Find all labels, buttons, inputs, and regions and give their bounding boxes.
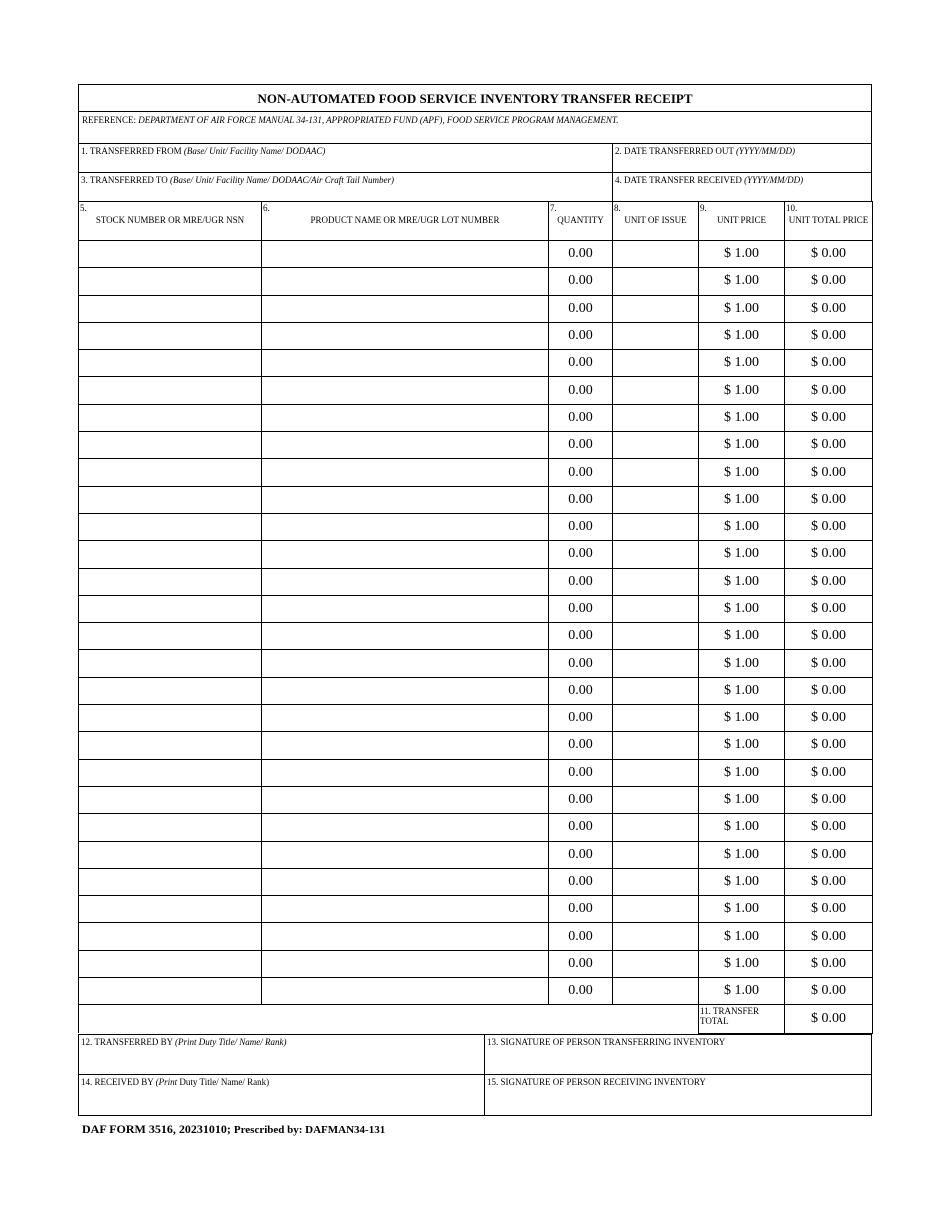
stock-number-cell[interactable] xyxy=(79,404,262,431)
unit-total-cell[interactable]: $ 0.00 xyxy=(785,868,873,895)
unit-of-issue-cell[interactable] xyxy=(613,459,699,486)
stock-number-cell[interactable] xyxy=(79,350,262,377)
table-row xyxy=(79,268,873,295)
unit-price-cell[interactable]: $ 1.00 xyxy=(699,541,785,568)
transferred-from-label: 1. TRANSFERRED FROM xyxy=(81,146,182,156)
unit-total-cell[interactable]: $ 0.00 xyxy=(785,705,873,732)
transfer-total-row xyxy=(79,1005,873,1033)
quantity-cell[interactable]: 0.00 xyxy=(549,677,613,704)
table-row xyxy=(79,841,873,868)
product-name-cell[interactable] xyxy=(262,841,549,868)
unit-price-cell[interactable]: $ 1.00 xyxy=(699,486,785,513)
stock-number-cell[interactable] xyxy=(79,978,262,1005)
table-row xyxy=(79,814,873,841)
table-row xyxy=(79,595,873,622)
product-name-cell[interactable] xyxy=(262,677,549,704)
col-unit-price-header: 9. UNIT PRICE xyxy=(699,202,785,241)
unit-of-issue-cell[interactable] xyxy=(613,268,699,295)
stock-number-cell[interactable] xyxy=(79,541,262,568)
quantity-cell[interactable]: 0.00 xyxy=(549,295,613,322)
form-title: NON-AUTOMATED FOOD SERVICE INVENTORY TRANSFER RECEIPT xyxy=(78,84,872,111)
quantity-cell[interactable]: 0.00 xyxy=(549,623,613,650)
stock-number-cell[interactable] xyxy=(79,705,262,732)
unit-price-cell[interactable]: $ 1.00 xyxy=(699,513,785,540)
unit-total-cell[interactable]: $ 0.00 xyxy=(785,950,873,977)
table-row xyxy=(79,513,873,540)
quantity-cell[interactable]: 0.00 xyxy=(549,568,613,595)
product-name-cell[interactable] xyxy=(262,568,549,595)
unit-price-cell[interactable]: $ 1.00 xyxy=(699,623,785,650)
unit-of-issue-cell[interactable] xyxy=(613,486,699,513)
product-name-cell[interactable] xyxy=(262,513,549,540)
table-row xyxy=(79,459,873,486)
product-name-cell[interactable] xyxy=(262,350,549,377)
table-row xyxy=(79,350,873,377)
table-row xyxy=(79,404,873,431)
date-received-hint: (YYYY/MM/DD) xyxy=(744,175,804,185)
unit-total-cell[interactable]: $ 0.00 xyxy=(785,623,873,650)
unit-price-cell[interactable]: $ 1.00 xyxy=(699,432,785,459)
table-row xyxy=(79,295,873,322)
product-name-cell[interactable] xyxy=(262,950,549,977)
quantity-cell[interactable]: 0.00 xyxy=(549,868,613,895)
transferred-by-label: 12. TRANSFERRED BY xyxy=(81,1036,173,1047)
unit-price-cell[interactable]: $ 1.00 xyxy=(699,568,785,595)
unit-of-issue-cell[interactable] xyxy=(613,677,699,704)
unit-price-cell[interactable]: $ 1.00 xyxy=(699,814,785,841)
quantity-cell[interactable]: 0.00 xyxy=(549,377,613,404)
stock-number-cell[interactable] xyxy=(79,268,262,295)
product-name-cell[interactable] xyxy=(262,786,549,813)
product-name-cell[interactable] xyxy=(262,978,549,1005)
unit-price-cell[interactable]: $ 1.00 xyxy=(699,241,785,268)
unit-total-cell[interactable]: $ 0.00 xyxy=(785,923,873,950)
product-name-cell[interactable] xyxy=(262,650,549,677)
unit-total-cell[interactable]: $ 0.00 xyxy=(785,459,873,486)
received-by-hint-italic: (Print xyxy=(155,1076,178,1087)
product-name-cell[interactable] xyxy=(262,923,549,950)
stock-number-cell[interactable] xyxy=(79,841,262,868)
stock-number-cell[interactable] xyxy=(79,732,262,759)
quantity-cell[interactable]: 0.00 xyxy=(549,322,613,349)
unit-total-cell[interactable]: $ 0.00 xyxy=(785,814,873,841)
product-name-cell[interactable] xyxy=(262,595,549,622)
unit-total-cell[interactable]: $ 0.00 xyxy=(785,541,873,568)
unit-of-issue-cell[interactable] xyxy=(613,513,699,540)
unit-total-cell[interactable]: $ 0.00 xyxy=(785,513,873,540)
quantity-cell[interactable]: 0.00 xyxy=(549,650,613,677)
unit-of-issue-cell[interactable] xyxy=(613,650,699,677)
unit-total-cell[interactable]: $ 0.00 xyxy=(785,732,873,759)
transferred-by-hint: (Print Duty Title/ Name/ Rank) xyxy=(175,1036,287,1047)
table-row xyxy=(79,650,873,677)
table-row xyxy=(79,377,873,404)
unit-price-cell[interactable]: $ 1.00 xyxy=(699,595,785,622)
transferred-from-hint: (Base/ Unit/ Facility Name/ DODAAC) xyxy=(183,146,326,156)
product-name-cell[interactable] xyxy=(262,623,549,650)
quantity-cell[interactable]: 0.00 xyxy=(549,486,613,513)
stock-number-cell[interactable] xyxy=(79,241,262,268)
unit-total-cell[interactable]: $ 0.00 xyxy=(785,978,873,1005)
inventory-table xyxy=(78,201,873,1034)
unit-price-cell[interactable]: $ 1.00 xyxy=(699,786,785,813)
product-name-cell[interactable] xyxy=(262,404,549,431)
stock-number-cell[interactable] xyxy=(79,814,262,841)
product-name-cell[interactable] xyxy=(262,868,549,895)
table-header-row xyxy=(79,202,873,241)
unit-of-issue-cell[interactable] xyxy=(613,759,699,786)
unit-price-cell[interactable]: $ 1.00 xyxy=(699,896,785,923)
transfer-receipt-form xyxy=(78,84,872,1116)
reference-text: DEPARTMENT OF AIR FORCE MANUAL 34-131, APPROPRIATED FUND (APF), FOOD SERVICE PROGRAM MANAGEMENT. xyxy=(138,115,619,125)
quantity-cell[interactable]: 0.00 xyxy=(549,814,613,841)
unit-total-cell[interactable]: $ 0.00 xyxy=(785,322,873,349)
quantity-cell[interactable]: 0.00 xyxy=(549,978,613,1005)
table-row xyxy=(79,541,873,568)
quantity-cell[interactable]: 0.00 xyxy=(549,786,613,813)
signature-receiving-field[interactable] xyxy=(485,1075,871,1115)
unit-total-cell[interactable]: $ 0.00 xyxy=(785,241,873,268)
product-name-cell[interactable] xyxy=(262,268,549,295)
unit-of-issue-cell[interactable] xyxy=(613,786,699,813)
unit-of-issue-cell[interactable] xyxy=(613,322,699,349)
unit-price-cell[interactable]: $ 1.00 xyxy=(699,295,785,322)
reference-label: REFERENCE: xyxy=(82,115,137,125)
table-row xyxy=(79,732,873,759)
unit-total-cell[interactable]: $ 0.00 xyxy=(785,377,873,404)
product-name-cell[interactable] xyxy=(262,241,549,268)
transferred-by-row xyxy=(78,1034,872,1075)
unit-total-cell[interactable]: $ 0.00 xyxy=(785,677,873,704)
unit-price-cell[interactable]: $ 1.00 xyxy=(699,923,785,950)
product-name-cell[interactable] xyxy=(262,486,549,513)
table-row xyxy=(79,786,873,813)
unit-of-issue-cell[interactable] xyxy=(613,978,699,1005)
transferred-by-field[interactable] xyxy=(79,1035,485,1074)
table-row xyxy=(79,241,873,268)
unit-price-cell[interactable]: $ 1.00 xyxy=(699,868,785,895)
stock-number-cell[interactable] xyxy=(79,623,262,650)
quantity-cell[interactable]: 0.00 xyxy=(549,841,613,868)
unit-of-issue-cell[interactable] xyxy=(613,432,699,459)
transfer-total-label: 11. TRANSFER TOTAL xyxy=(699,1005,785,1033)
date-received-label: 4. DATE TRANSFER RECEIVED xyxy=(615,175,742,185)
product-name-cell[interactable] xyxy=(262,705,549,732)
unit-total-cell[interactable]: $ 0.00 xyxy=(785,295,873,322)
quantity-cell[interactable]: 0.00 xyxy=(549,541,613,568)
product-name-cell[interactable] xyxy=(262,322,549,349)
unit-price-cell[interactable]: $ 1.00 xyxy=(699,978,785,1005)
unit-total-cell[interactable]: $ 0.00 xyxy=(785,650,873,677)
unit-price-cell[interactable]: $ 1.00 xyxy=(699,404,785,431)
product-name-cell[interactable] xyxy=(262,759,549,786)
signature-transferring-field[interactable] xyxy=(485,1035,871,1074)
transfer-to-row xyxy=(78,172,872,201)
table-row xyxy=(79,950,873,977)
unit-of-issue-cell[interactable] xyxy=(613,868,699,895)
unit-total-cell[interactable]: $ 0.00 xyxy=(785,841,873,868)
date-transfer-received-field[interactable] xyxy=(613,173,871,201)
unit-price-cell[interactable]: $ 1.00 xyxy=(699,350,785,377)
unit-price-cell[interactable]: $ 1.00 xyxy=(699,705,785,732)
unit-price-cell[interactable]: $ 1.00 xyxy=(699,268,785,295)
date-transferred-out-field[interactable] xyxy=(613,144,871,172)
signature-transferring-label: 13. SIGNATURE OF PERSON TRANSFERRING INVENTORY xyxy=(487,1036,726,1047)
quantity-cell[interactable]: 0.00 xyxy=(549,595,613,622)
unit-price-cell[interactable]: $ 1.00 xyxy=(699,322,785,349)
unit-of-issue-cell[interactable] xyxy=(613,705,699,732)
unit-total-cell[interactable]: $ 0.00 xyxy=(785,268,873,295)
product-name-cell[interactable] xyxy=(262,814,549,841)
product-name-cell[interactable] xyxy=(262,541,549,568)
stock-number-cell[interactable] xyxy=(79,322,262,349)
unit-total-cell[interactable]: $ 0.00 xyxy=(785,896,873,923)
stock-number-cell[interactable] xyxy=(79,786,262,813)
unit-of-issue-cell[interactable] xyxy=(613,595,699,622)
unit-price-cell[interactable]: $ 1.00 xyxy=(699,732,785,759)
stock-number-cell[interactable] xyxy=(79,295,262,322)
unit-total-cell[interactable]: $ 0.00 xyxy=(785,786,873,813)
stock-number-cell[interactable] xyxy=(79,595,262,622)
stock-number-cell[interactable] xyxy=(79,950,262,977)
unit-total-cell[interactable]: $ 0.00 xyxy=(785,759,873,786)
stock-number-cell[interactable] xyxy=(79,868,262,895)
transferred-to-hint: (Base/ Unit/ Facility Name/ DODAAC/Air Craft Tail Number) xyxy=(170,175,394,185)
stock-number-cell[interactable] xyxy=(79,896,262,923)
unit-total-cell[interactable]: $ 0.00 xyxy=(785,486,873,513)
unit-price-cell[interactable]: $ 1.00 xyxy=(699,459,785,486)
stock-number-cell[interactable] xyxy=(79,568,262,595)
product-name-cell[interactable] xyxy=(262,896,549,923)
received-by-label: 14. RECEIVED BY xyxy=(81,1076,154,1087)
unit-of-issue-cell[interactable] xyxy=(613,295,699,322)
unit-of-issue-cell[interactable] xyxy=(613,841,699,868)
unit-price-cell[interactable]: $ 1.00 xyxy=(699,841,785,868)
table-row xyxy=(79,759,873,786)
quantity-cell[interactable]: 0.00 xyxy=(549,732,613,759)
transferred-from-field[interactable] xyxy=(79,144,613,172)
unit-of-issue-cell[interactable] xyxy=(613,241,699,268)
quantity-cell[interactable]: 0.00 xyxy=(549,513,613,540)
prescribed-by: Prescribed by: DAFMAN34-131 xyxy=(233,1124,386,1136)
unit-of-issue-cell[interactable] xyxy=(613,814,699,841)
stock-number-cell[interactable] xyxy=(79,677,262,704)
transfer-from-row xyxy=(78,143,872,172)
unit-price-cell[interactable]: $ 1.00 xyxy=(699,377,785,404)
quantity-cell[interactable]: 0.00 xyxy=(549,432,613,459)
quantity-cell[interactable]: 0.00 xyxy=(549,350,613,377)
quantity-cell[interactable]: 0.00 xyxy=(549,923,613,950)
table-row xyxy=(79,978,873,1005)
stock-number-cell[interactable] xyxy=(79,650,262,677)
unit-of-issue-cell[interactable] xyxy=(613,623,699,650)
product-name-cell[interactable] xyxy=(262,732,549,759)
stock-number-cell[interactable] xyxy=(79,513,262,540)
unit-total-cell[interactable]: $ 0.00 xyxy=(785,595,873,622)
quantity-cell[interactable]: 0.00 xyxy=(549,459,613,486)
quantity-cell[interactable]: 0.00 xyxy=(549,404,613,431)
product-name-cell[interactable] xyxy=(262,432,549,459)
unit-price-cell[interactable]: $ 1.00 xyxy=(699,677,785,704)
unit-price-cell[interactable]: $ 1.00 xyxy=(699,950,785,977)
form-id: DAF FORM 3516, 20231010; xyxy=(82,1122,231,1136)
reference-row xyxy=(78,111,872,143)
unit-total-cell[interactable]: $ 0.00 xyxy=(785,350,873,377)
table-row xyxy=(79,623,873,650)
table-row xyxy=(79,923,873,950)
quantity-cell[interactable]: 0.00 xyxy=(549,268,613,295)
product-name-cell[interactable] xyxy=(262,377,549,404)
table-row xyxy=(79,705,873,732)
transferred-to-label: 3. TRANSFERRED TO xyxy=(81,175,168,185)
unit-of-issue-cell[interactable] xyxy=(613,350,699,377)
date-out-label: 2. DATE TRANSFERRED OUT xyxy=(615,146,734,156)
table-row xyxy=(79,432,873,459)
stock-number-cell[interactable] xyxy=(79,923,262,950)
transferred-to-field[interactable] xyxy=(79,173,613,201)
unit-of-issue-cell[interactable] xyxy=(613,568,699,595)
unit-price-cell[interactable]: $ 1.00 xyxy=(699,759,785,786)
unit-price-cell[interactable]: $ 1.00 xyxy=(699,650,785,677)
col-quantity-header: 7. QUANTITY xyxy=(549,202,613,241)
stock-number-cell[interactable] xyxy=(79,486,262,513)
table-row xyxy=(79,868,873,895)
product-name-cell[interactable] xyxy=(262,295,549,322)
stock-number-cell[interactable] xyxy=(79,377,262,404)
unit-of-issue-cell[interactable] xyxy=(613,404,699,431)
unit-total-cell[interactable]: $ 0.00 xyxy=(785,432,873,459)
form-footer xyxy=(82,1122,385,1137)
table-row xyxy=(79,568,873,595)
stock-number-cell[interactable] xyxy=(79,459,262,486)
unit-total-cell[interactable]: $ 0.00 xyxy=(785,404,873,431)
table-row xyxy=(79,677,873,704)
quantity-cell[interactable]: 0.00 xyxy=(549,896,613,923)
unit-total-cell[interactable]: $ 0.00 xyxy=(785,568,873,595)
unit-of-issue-cell[interactable] xyxy=(613,923,699,950)
product-name-cell[interactable] xyxy=(262,459,549,486)
table-row xyxy=(79,896,873,923)
col-product-name-header: 6. PRODUCT NAME OR MRE/UGR LOT NUMBER xyxy=(262,202,549,241)
signature-receiving-label: 15. SIGNATURE OF PERSON RECEIVING INVENTORY xyxy=(487,1076,706,1087)
unit-of-issue-cell[interactable] xyxy=(613,541,699,568)
stock-number-cell[interactable] xyxy=(79,759,262,786)
quantity-cell[interactable]: 0.00 xyxy=(549,950,613,977)
table-row xyxy=(79,486,873,513)
unit-of-issue-cell[interactable] xyxy=(613,896,699,923)
col-stock-number-header: 5. STOCK NUMBER OR MRE/UGR NSN xyxy=(79,202,262,241)
unit-of-issue-cell[interactable] xyxy=(613,377,699,404)
date-out-hint: (YYYY/MM/DD) xyxy=(735,146,795,156)
quantity-cell[interactable]: 0.00 xyxy=(549,705,613,732)
quantity-cell[interactable]: 0.00 xyxy=(549,241,613,268)
transfer-total-value[interactable]: $ 0.00 xyxy=(785,1005,873,1033)
stock-number-cell[interactable] xyxy=(79,432,262,459)
col-unit-total-header: 10. UNIT TOTAL PRICE xyxy=(785,202,873,241)
received-by-row xyxy=(78,1075,872,1116)
quantity-cell[interactable]: 0.00 xyxy=(549,759,613,786)
table-row xyxy=(79,322,873,349)
received-by-hint: Duty Title/ Name/ Rank) xyxy=(179,1076,270,1087)
col-unit-of-issue-header: 8. UNIT OF ISSUE xyxy=(613,202,699,241)
unit-of-issue-cell[interactable] xyxy=(613,950,699,977)
unit-of-issue-cell[interactable] xyxy=(613,732,699,759)
received-by-field[interactable] xyxy=(79,1075,485,1115)
